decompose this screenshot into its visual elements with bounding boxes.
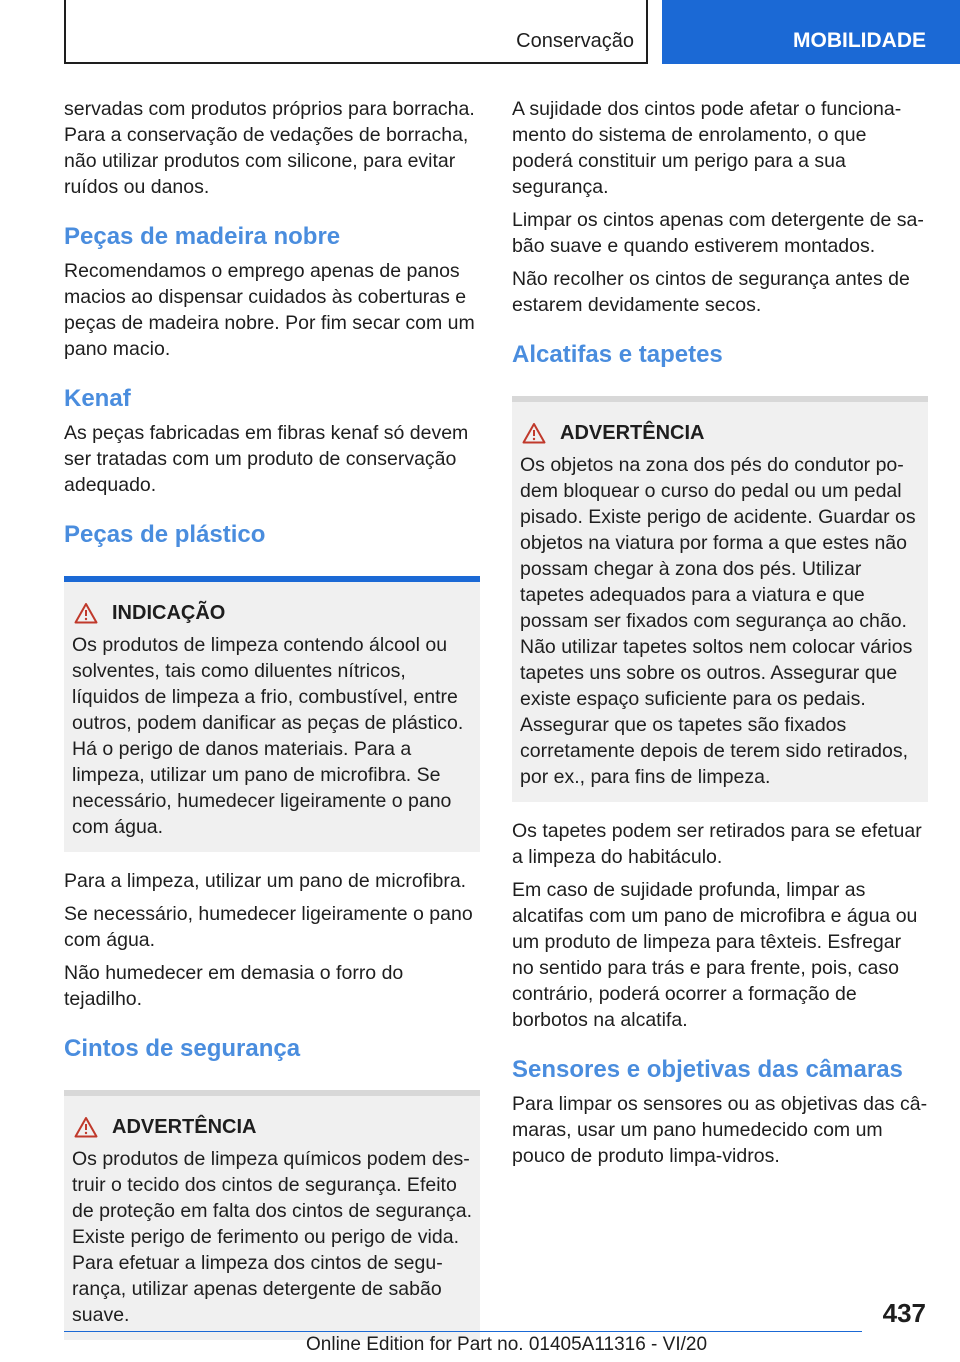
belts-paragraph-1: A sujidade dos cintos pode afetar o funcionamento do sistema de enrolamento, o que poderá constituir um perigo para a sua segurança.	[512, 98, 902, 198]
intro-paragraph: servadas com produtos próprios para borracha. Para a conservação de vedações de borracha, não utilizar produtos com silicone, para evitar ruídos ou danos.	[64, 98, 475, 198]
notice-title-row	[72, 600, 472, 626]
plastic-paragraph-2: Se necessário, humedecer ligeiramente o pano com água.	[64, 903, 473, 951]
wood-heading: Peças de madeira nobre	[64, 223, 341, 250]
warning-triangle-icon	[74, 602, 98, 624]
sensor-heading: Sensores e objetivas das câmaras	[512, 1056, 903, 1083]
notice-text: Os produtos de limpeza contendo álcool ou solventes, tais como diluentes nítricos, líquidos de limpeza a frio, combustível, entre outros, podem danificar as peças de plástico. Há o perigo de danos materiais. Para a limpeza, utilizar um pano de microfibra. Se necessário, humedecer ligeiramente o pano com água.	[72, 634, 464, 838]
plastic-heading: Peças de plástico	[64, 521, 266, 548]
belts-paragraph-3: Não recolher os cintos de segurança antes de estarem devidamente secos.	[512, 268, 910, 316]
page-number: 437	[882, 1298, 926, 1328]
footer-edition: Online Edition for Part no. 01405A11316 - VI/20	[306, 1334, 708, 1355]
notice-title: INDICAÇÃO	[112, 602, 226, 624]
belts-warning-text: Os produtos de limpeza químicos podem destruir o tecido dos cintos de segurança. Efeito de proteção em falta dos cintos de segurança. Existe perigo de ferimento ou perigo de vida. Para efetuar a limpeza dos cintos de segurança, utilizar apenas detergente de sabão suave.	[72, 1148, 472, 1326]
wood-paragraph: Recomendamos o emprego apenas de panos macios ao dispensar cuidados às coberturas e peças de madeira nobre. Por fim secar com um pano macio.	[64, 260, 475, 360]
right-column	[512, 96, 928, 1176]
kenaf-heading: Kenaf	[64, 385, 131, 412]
header-chapter-tab[interactable]: MOBILIDADE	[662, 0, 960, 64]
carpet-paragraph-1: Os tapetes podem ser retirados para se efetuar a limpeza do habitáculo.	[512, 820, 922, 868]
carpet-warning-title: ADVERTÊNCIA	[560, 422, 705, 444]
sensor-paragraph: Para limpar os sensores ou as objetivas das câmaras, usar um pano humedecido com um pouco de produto limpa-vidros.	[512, 1093, 928, 1167]
plastic-paragraph-1: Para a limpeza, utilizar um pano de microfibra.	[64, 870, 467, 892]
left-column	[64, 96, 480, 1356]
warning-triangle-icon	[74, 1116, 98, 1138]
belts-paragraph-2: Limpar os cintos apenas com detergente de sabão suave e quando estiverem montados.	[512, 209, 924, 257]
header-section-title: Conservação	[516, 30, 634, 52]
belts-heading: Cintos de segurança	[64, 1035, 301, 1062]
carpet-warning-text: Os objetos na zona dos pés do condutor podem bloquear o curso do pedal ou um pedal pisado. Existe perigo de acidente. Guardar os objetos na viatura por forma a que estes não possam chegar à zona dos pés. Utilizar tapetes adequados para a viatura e que possam ser fixados com segurança ao chão. Não utilizar tapetes soltos nem colocar vários tapetes uns sobre os outros. Assegurar que existe espaço suficiente para os pedais. Assegurar que os tapetes são fixados corretamente depois de terem sido retirados, por ex., para fins de limpeza.	[520, 454, 916, 788]
warning-triangle-icon	[522, 422, 546, 444]
kenaf-paragraph: As peças fabricadas em fibras kenaf só devem ser tratadas com um produto de conservação adequado.	[64, 422, 469, 496]
plastic-paragraph-3: Não humedecer em demasia o forro do tejadilho.	[64, 962, 404, 1010]
belts-warning-title: ADVERTÊNCIA	[112, 1116, 257, 1138]
carpet-warning-box	[512, 396, 928, 802]
carpet-heading: Alcatifas e tapetes	[512, 341, 723, 368]
notice-box	[64, 576, 480, 852]
belts-warning-box	[64, 1090, 480, 1340]
carpet-warning-title-row	[520, 420, 920, 446]
carpet-paragraph-2: Em caso de sujidade profunda, limpar as alcatifas com um pano de microfibra e água ou um produto de limpeza para têxteis. Esfregar no sentido para trás e para frente, pois, caso contrário, poderá ocorrer a formação de borbotos na alcatifa.	[512, 879, 918, 1031]
footer-divider	[64, 1331, 862, 1332]
header-section-box	[64, 0, 648, 64]
belts-warning-title-row	[72, 1114, 472, 1140]
